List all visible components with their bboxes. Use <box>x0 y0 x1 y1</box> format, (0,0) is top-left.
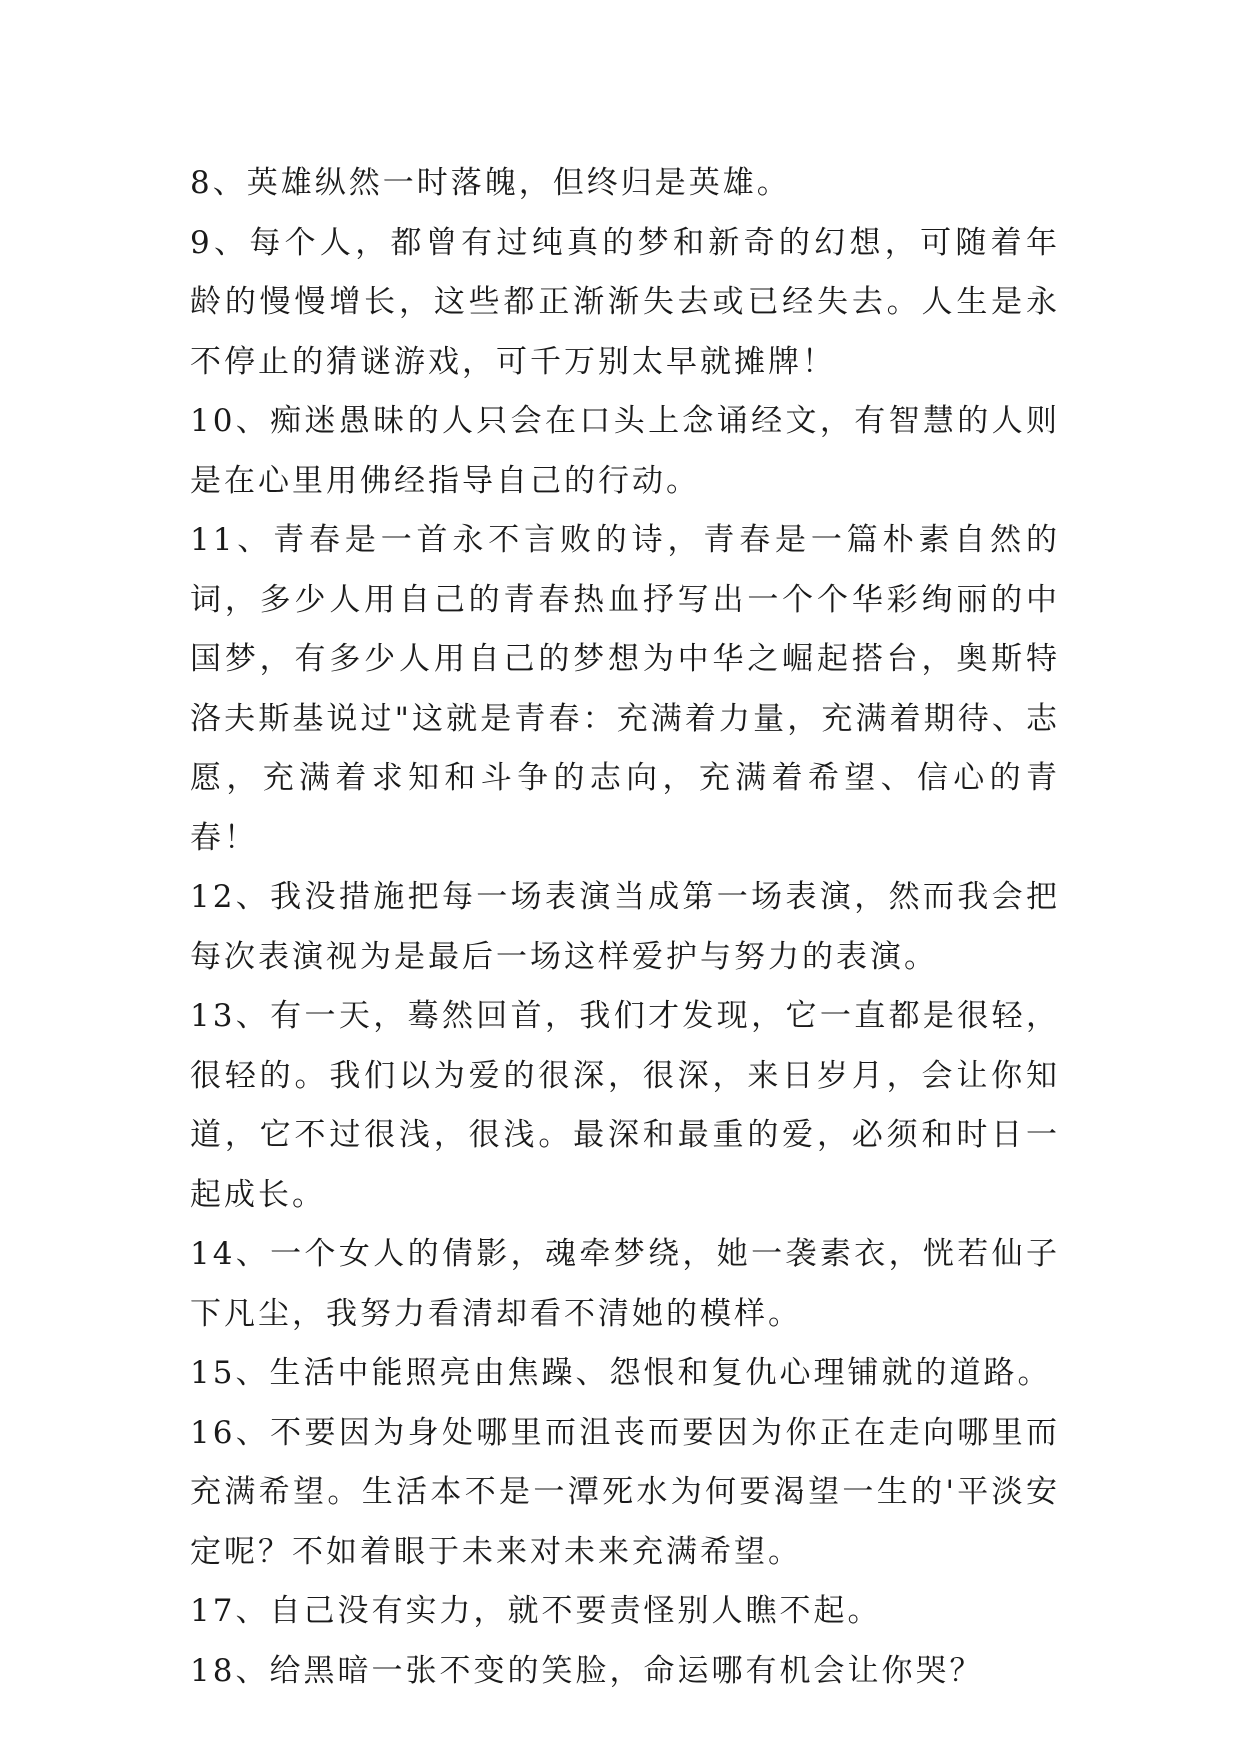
document-body <box>190 154 1060 1701</box>
quote-paragraph-14: 14、一个女人的倩影，魂牵梦绕，她一袭素衣，恍若仙子下凡尘，我努力看清却看不清她的模样。 <box>190 1236 1060 1332</box>
quote-paragraph-17: 17、自己没有实力，就不要责怪别人瞧不起。 <box>190 1593 882 1629</box>
quote-paragraph-11: 11、青春是一首永不言败的诗，青春是一篇朴素自然的词，多少人用自己的青春热血抒写出一个个华彩绚丽的中国梦，有多少人用自己的梦想为中华之崛起搭台，奥斯特洛夫斯基说过"这就是青春：充满着力量，充满着期待、志愿，充满着求知和斗争的志向，充满着希望、信心的青春！ <box>190 522 1060 856</box>
quote-paragraph-16: 16、不要因为身处哪里而沮丧而要因为你正在走向哪里而充满希望。生活本不是一潭死水为何要渴望一生的'平淡安定呢？不如着眼于未来对未来充满希望。 <box>190 1414 1060 1570</box>
quote-paragraph-13: 13、有一天，蓦然回首，我们才发现，它一直都是很轻，很轻的。我们以为爱的很深，很深，来日岁月，会让你知道，它不过很浅，很浅。最深和最重的爱，必须和时日一起成长。 <box>190 998 1060 1213</box>
quote-paragraph-18: 18、给黑暗一张不变的笑脸，命运哪有机会让你哭？ <box>190 1652 984 1689</box>
quote-paragraph-8: 8、英雄纵然一时落魄，但终归是英雄。 <box>190 165 791 201</box>
quote-paragraph-9: 9、每个人，都曾有过纯真的梦和新奇的幻想，可随着年龄的慢慢增长，这些都正渐渐失去或已经失去。人生是永不停止的猜谜游戏，可千万别太早就摊牌！ <box>190 224 1060 380</box>
quote-paragraph-15: 15、生活中能照亮由焦躁、怨恨和复仇心理铺就的道路。 <box>190 1355 1052 1391</box>
quote-paragraph-12: 12、我没措施把每一场表演当成第一场表演，然而我会把每次表演视为是最后一场这样爱护与努力的表演。 <box>190 879 1060 975</box>
quote-paragraph-10: 10、痴迷愚昧的人只会在口头上念诵经文，有智慧的人则是在心里用佛经指导自己的行动。 <box>190 403 1060 499</box>
